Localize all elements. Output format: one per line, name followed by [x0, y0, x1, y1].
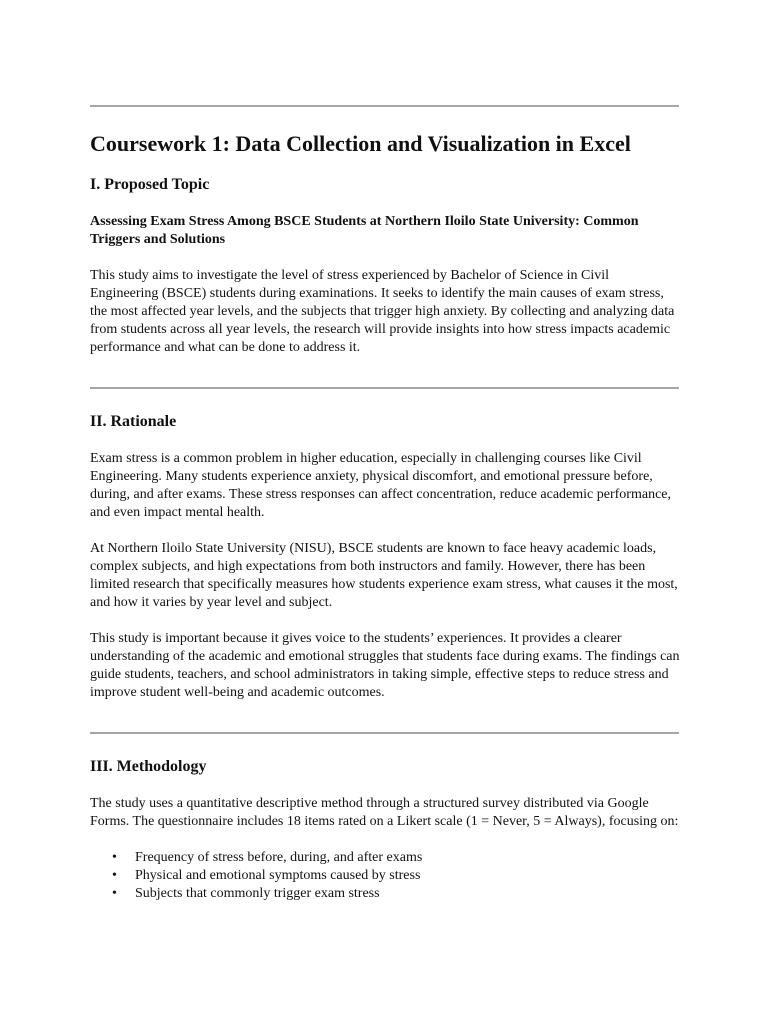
section-heading-rationale: II. Rationale — [90, 413, 177, 430]
topic-paragraph: This study aims to investigate the level of stress experienced by Bachelor of Science in Civil Engineering (BSCE) students during examinations. It seeks to identify the main causes of exam stress, the most affected year levels, and the subjects that trigger high anxiety. By collecting and analyzing data from students across all year levels, the research will provide insights into how stress impacts academic performance and what can be done to address it. — [90, 268, 675, 355]
section-heading-methodology: III. Methodology — [90, 758, 207, 775]
rationale-paragraph-3: This study is important because it gives voice to the students’ experiences. It provides a clearer understanding of the academic and emotional struggles that students face during exams. The findings can guide students, teachers, and school administrators in taking simple, effective steps to reduce stress and improve student well-being and academic outcomes. — [90, 631, 680, 700]
bullet-icon: • — [112, 850, 117, 865]
list-item-text: Frequency of stress before, during, and after exams — [135, 850, 423, 865]
methodology-bullet-list — [90, 849, 680, 903]
section-heading-proposed-topic: I. Proposed Topic — [90, 176, 210, 193]
document-page — [90, 0, 680, 903]
list-item-text: Subjects that commonly trigger exam stress — [135, 886, 380, 901]
rationale-paragraph-2: At Northern Iloilo State University (NISU), BSCE students are known to face heavy academic loads, complex subjects, and high expectations from both instructors and family. However, there has been limited research that specifically measures how students experience exam stress, what causes it the most, and how it varies by year level and subject. — [90, 541, 678, 610]
bullet-icon: • — [112, 886, 117, 901]
document-title: Coursework 1: Data Collection and Visualization in Excel — [90, 131, 631, 156]
methodology-paragraph: The study uses a quantitative descriptive method through a structured survey distributed via Google Forms. The questionnaire includes 18 items rated on a Likert scale (1 = Never, 5 = Always), focusing on: — [90, 796, 679, 829]
list-item — [90, 867, 680, 885]
list-item — [90, 885, 680, 903]
horizontal-rule — [90, 732, 679, 734]
list-item-text: Physical and emotional symptoms caused by stress — [135, 868, 421, 883]
list-item — [90, 849, 680, 867]
horizontal-rule — [90, 105, 679, 107]
horizontal-rule — [90, 387, 679, 389]
bullet-icon: • — [112, 868, 117, 883]
rationale-paragraph-1: Exam stress is a common problem in higher education, especially in challenging courses like Civil Engineering. Many students experience anxiety, physical discomfort, and emotional pressure before, during, and after exams. These stress responses can affect concentration, reduce academic performance, and even impact mental health. — [90, 451, 671, 520]
topic-title: Assessing Exam Stress Among BSCE Students at Northern Iloilo State University: Common Triggers and Solutions — [90, 214, 639, 247]
